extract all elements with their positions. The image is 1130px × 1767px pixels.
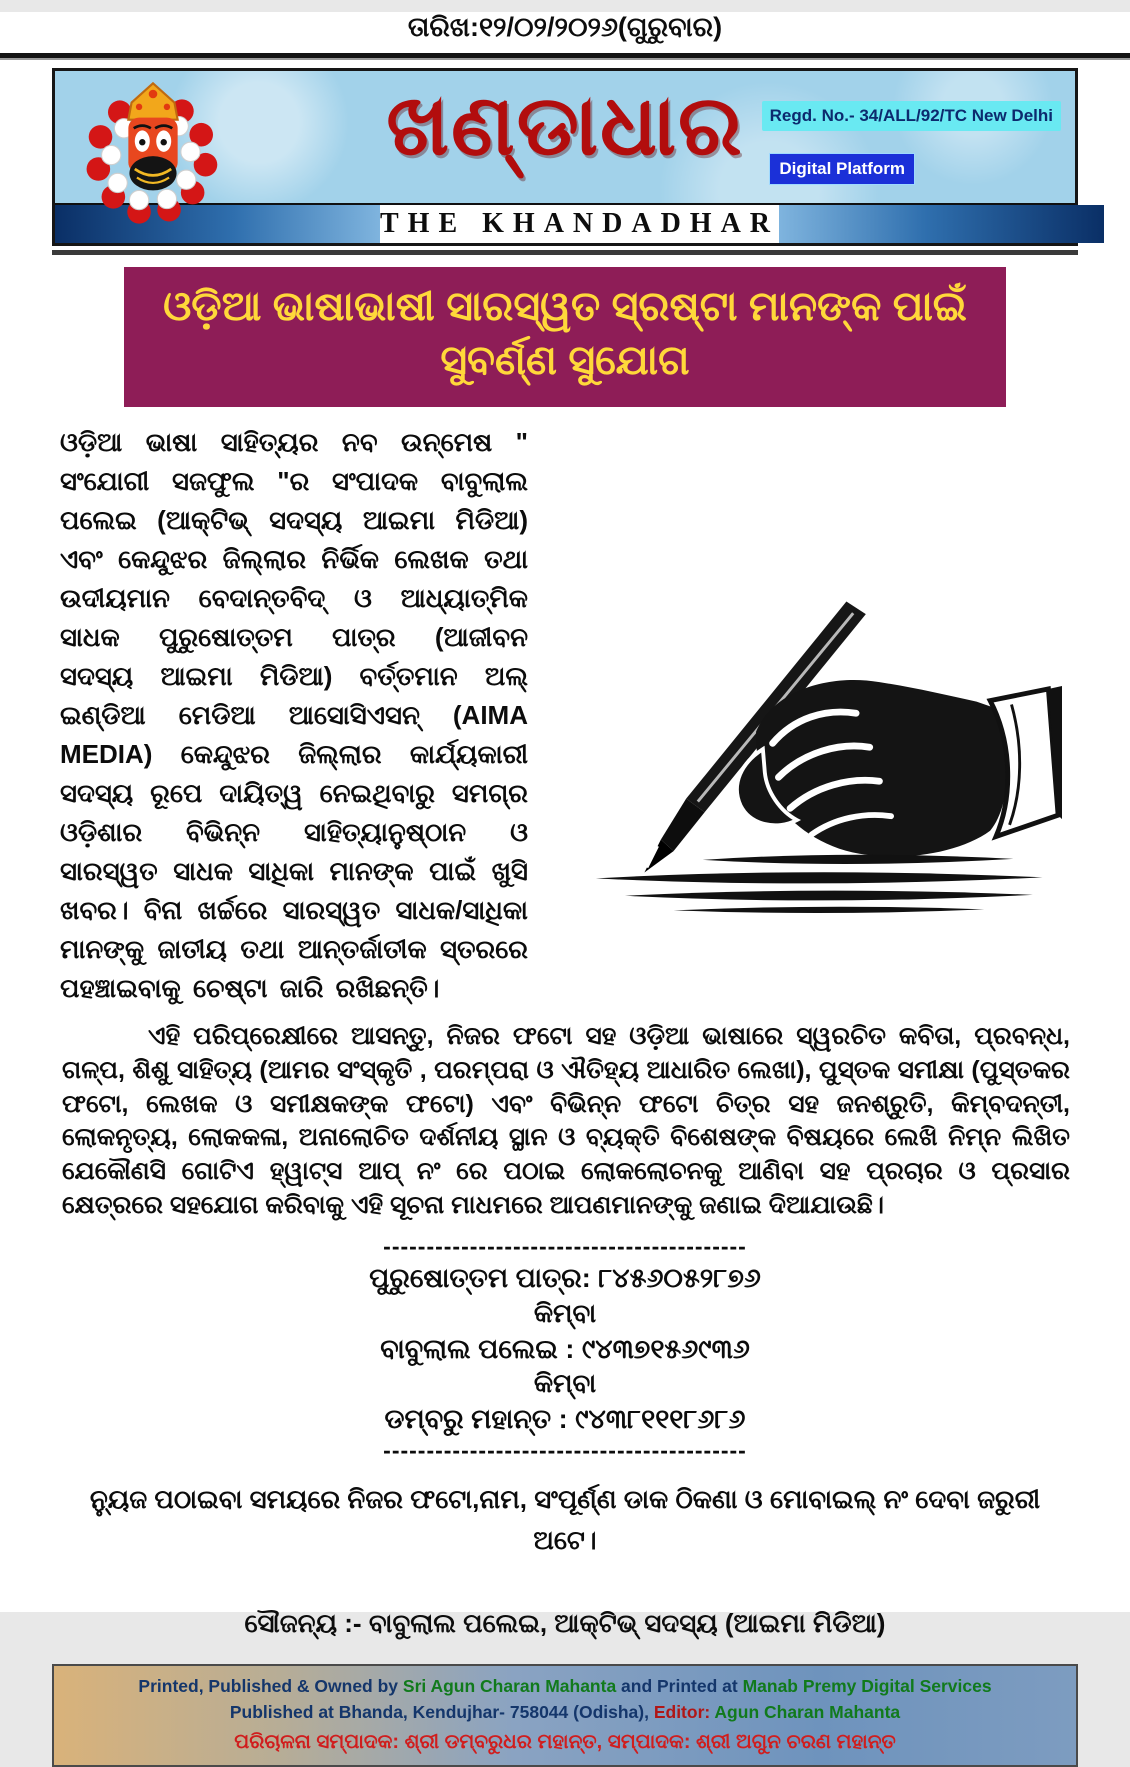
registration-number: Regd. No.- 34/ALL/92/TC New Delhi bbox=[762, 101, 1061, 131]
imprint-footer bbox=[52, 1664, 1078, 1767]
imprint-line-2 bbox=[62, 1699, 1068, 1725]
contact-name-2: ବାବୁଲାଲ ପଲେଇ : bbox=[380, 1333, 575, 1364]
goddess-emblem-logo bbox=[79, 79, 227, 229]
dashed-divider-top: ------------------------------------------ bbox=[383, 1232, 747, 1259]
digital-platform-badge: Digital Platform bbox=[769, 153, 915, 185]
headline-banner bbox=[124, 267, 1006, 407]
illustration-container bbox=[546, 423, 1072, 1008]
header-bottom-rule bbox=[52, 250, 1078, 255]
imprint-printer-name: Manab Premy Digital Services bbox=[742, 1676, 992, 1696]
contact-block bbox=[0, 1233, 1130, 1465]
contact-entry-1 bbox=[0, 1260, 1130, 1296]
imprint-line-1 bbox=[62, 1673, 1068, 1699]
english-title: THE KHANDADHAR bbox=[380, 208, 780, 239]
date-line: ତାରିଖ:୧୨/୦୨/୨୦୨୬(ଗୁରୁବାର) bbox=[407, 12, 723, 42]
headline bbox=[138, 279, 992, 387]
newspaper-page bbox=[0, 12, 1130, 1753]
second-paragraph: ଏହି ପରିପ୍ରେକ୍ଷୀରେ ଆସନ୍ତୁ, ନିଜର ଫଟୋ ସହ ଓଡ଼ିଆ ଭାଷାରେ ସ୍ୱରଚିତ କବିତା, ପ୍ରବନ୍ଧ, ଗଳ୍ପ, ଶିଶୁ ସାହିତ୍ୟ (ଆମର ସଂସ୍କୃତି , ପରମ୍ପରା ଓ ଐତିହ୍ୟ ଆଧାରିତ ଲେଖା), ପୁସ୍ତକ ସମୀକ୍ଷା (ପୁସ୍ତକର ଫଟୋ, ଲେଖକ ଓ ସମୀକ୍ଷକଙ୍କ ଫଟୋ) ଏବଂ ବିଭିନ୍ନ ଫଟୋ ଚିତ୍ର ସହ ଜନଶ୍ରୁତି, କିମ୍ବଦନ୍ତୀ, ଲୋକନୃତ୍ୟ, ଲୋକକଳା, ଅନାଲୋଚିତ ଦର୍ଶନୀୟ ସ୍ଥାନ ଓ ବ୍ୟକ୍ତି ବିଶେଷଙ୍କ ବିଷୟରେ ଲେଖି ନିମ୍ନ ଲିଖିତ ଯେକୌଣସି ଗୋଟିଏ ହ୍ୱାଟ୍ସ ଆପ୍ ନଂ ରେ ପଠାଇ ଲୋକଲୋଚନକୁ ଆଣିବା ସହ ପ୍ରଚାର ଓ ପ୍ରସାର କ୍ଷେତ୍ରରେ ସହଯୋଗ କରିବାକୁ ଏହି ସୂଚନା ମାଧମରେ ଆପଣମାନଙ୍କୁ ଜଣାଇ ଦିଆଯାଉଛି। bbox=[62, 1022, 1070, 1219]
contact-entry-3 bbox=[0, 1401, 1130, 1437]
or-label-1: କିମ୍ବା bbox=[533, 1297, 597, 1328]
top-horizontal-rule bbox=[0, 53, 1130, 58]
blue-gradient-bar-right bbox=[779, 205, 1104, 243]
imprint-owner-name: Sri Agun Charan Mahanta bbox=[402, 1676, 617, 1696]
imprint-editor-label: Editor: bbox=[653, 1702, 715, 1723]
masthead-title: ଖଣ୍ଡାଧାର bbox=[386, 78, 744, 172]
lead-paragraph: ଓଡ଼ିଆ ଭାଷା ସାହିତ୍ୟର ନବ ଉନ୍ମେଷ " ସଂଯୋଗୀ ସଜଫୁଲ "ର ସଂପାଦକ ବାବୁଲାଲ ପଲେଇ (ଆକ୍ଟିଭ୍ ସଦସ୍ୟ ଆଇମା ମିଡିଆ) ଏବଂ କେନ୍ଦୁଝର ଜିଲ୍ଲାର ନିର୍ଭିକ ଲେଖକ ତଥା ଉଦୀୟମାନ ବେଦାନ୍ତବିଦ୍ ଓ ଆଧ୍ୟାତ୍ମିକ ସାଧକ ପୁରୁଷୋତ୍ତମ ପାତ୍ର (ଆଜୀବନ ସଦସ୍ୟ ଆଇମା ମିଡିଆ) ବର୍ତ୍ତମାନ ଅଲ୍ ଇଣ୍ଡିଆ ମେଡିଆ ଆସୋସିଏସନ୍ (AIMA MEDIA) କେନ୍ଦୁଝର ଜିଲ୍ଲାର କାର୍ଯ୍ୟକାରୀ ସଦସ୍ୟ ରୂପେ ଦାୟିତ୍ୱ ନେଇଥିବାରୁ ସମଗ୍ର ଓଡ଼ିଶାର ବିଭିନ୍ନ ସାହିତ୍ୟାନୁଷ୍ଠାନ ଓ ସାରସ୍ୱତ ସାଧକ ସାଧିକା ମାନଙ୍କ ପାଇଁ ଖୁସି ଖବର। ବିନା ଖର୍ଚ୍ଚରେ ସାରସ୍ୱତ ସାଧକ/ସାଧିକା ମାନଙ୍କୁ ଜାତୀୟ ତଥା ଆନ୍ତର୍ଜାତୀକ ସ୍ତରରେ ପହଞ୍ଚାଇବାକୁ ଚେଷ୍ଟା ଜାରି ରଖିଛନ୍ତି। bbox=[60, 427, 528, 1004]
headline-line2: ସୁବର୍ଣ୍ଣ ସୁଯୋଗ bbox=[440, 337, 690, 384]
submission-note: ନ୍ୟୁଜ ପଠାଇବା ସମୟରେ ନିଜର ଫଟୋ,ନାମ, ସଂପୂର୍ଣ୍ଣ ଡାକ ଠିକଣା ଓ ମୋବାଇଲ୍ ନଂ ଦେବା ଜରୁରୀ ଅଟେ। bbox=[89, 1483, 1041, 1556]
imprint-editor-name: Agun Charan Mahanta bbox=[714, 1702, 901, 1723]
contact-entry-2 bbox=[0, 1331, 1130, 1367]
contact-name-1: ପୁରୁଷୋତ୍ତମ ପାତ୍ର: bbox=[369, 1263, 591, 1294]
contact-number-1: ୮୪୫୬୦୫୨୮୭୬ bbox=[598, 1263, 761, 1294]
article-body bbox=[60, 423, 1072, 1008]
contact-number-2: ୯୪୩୭୧୫୬୯୩୬ bbox=[581, 1333, 750, 1364]
imprint-1-prefix: Printed, Published & Owned by bbox=[138, 1676, 403, 1696]
imprint-1-middle: and Printed at bbox=[616, 1676, 743, 1696]
courtesy-line: ସୌଜନ୍ୟ :- ବାବୁଲାଲ ପଲେଇ, ଆକ୍ଟିଭ୍ ସଦସ୍ୟ (ଆଇମା ମିଡିଆ) bbox=[244, 1608, 886, 1638]
imprint-published-at: Published at Bhanda, Kendujhar- 758044 (Odisha), bbox=[229, 1702, 654, 1723]
masthead-header bbox=[52, 68, 1078, 246]
hand-writing-pen-illustration bbox=[557, 586, 1062, 916]
contact-number-3: ୯୪୩୮୧୧୧୮୬୮୬ bbox=[575, 1403, 746, 1434]
dashed-divider-bottom: ------------------------------------------ bbox=[383, 1437, 747, 1464]
contact-name-3: ଡମ୍ବରୁ ମହାନ୍ତ : bbox=[384, 1403, 568, 1434]
or-label-2: କିମ୍ବା bbox=[533, 1367, 597, 1398]
imprint-line-3-odia: ପରିଚାଳନା ସମ୍ପାଦକ: ଶ୍ରୀ ଡମ୍ବରୁଧର ମହାନ୍ତ, ସମ୍ପାଦକ: ଶ୍ରୀ ଅଗୁନ ଚରଣ ମହାନ୍ତ bbox=[234, 1730, 896, 1753]
headline-line1: ଓଡ଼ିଆ ଭାଷାଭାଷୀ ସାରସ୍ୱତ ସ୍ରଷ୍ଟା ମାନଙ୍କ ପାଇଁ bbox=[163, 283, 967, 329]
